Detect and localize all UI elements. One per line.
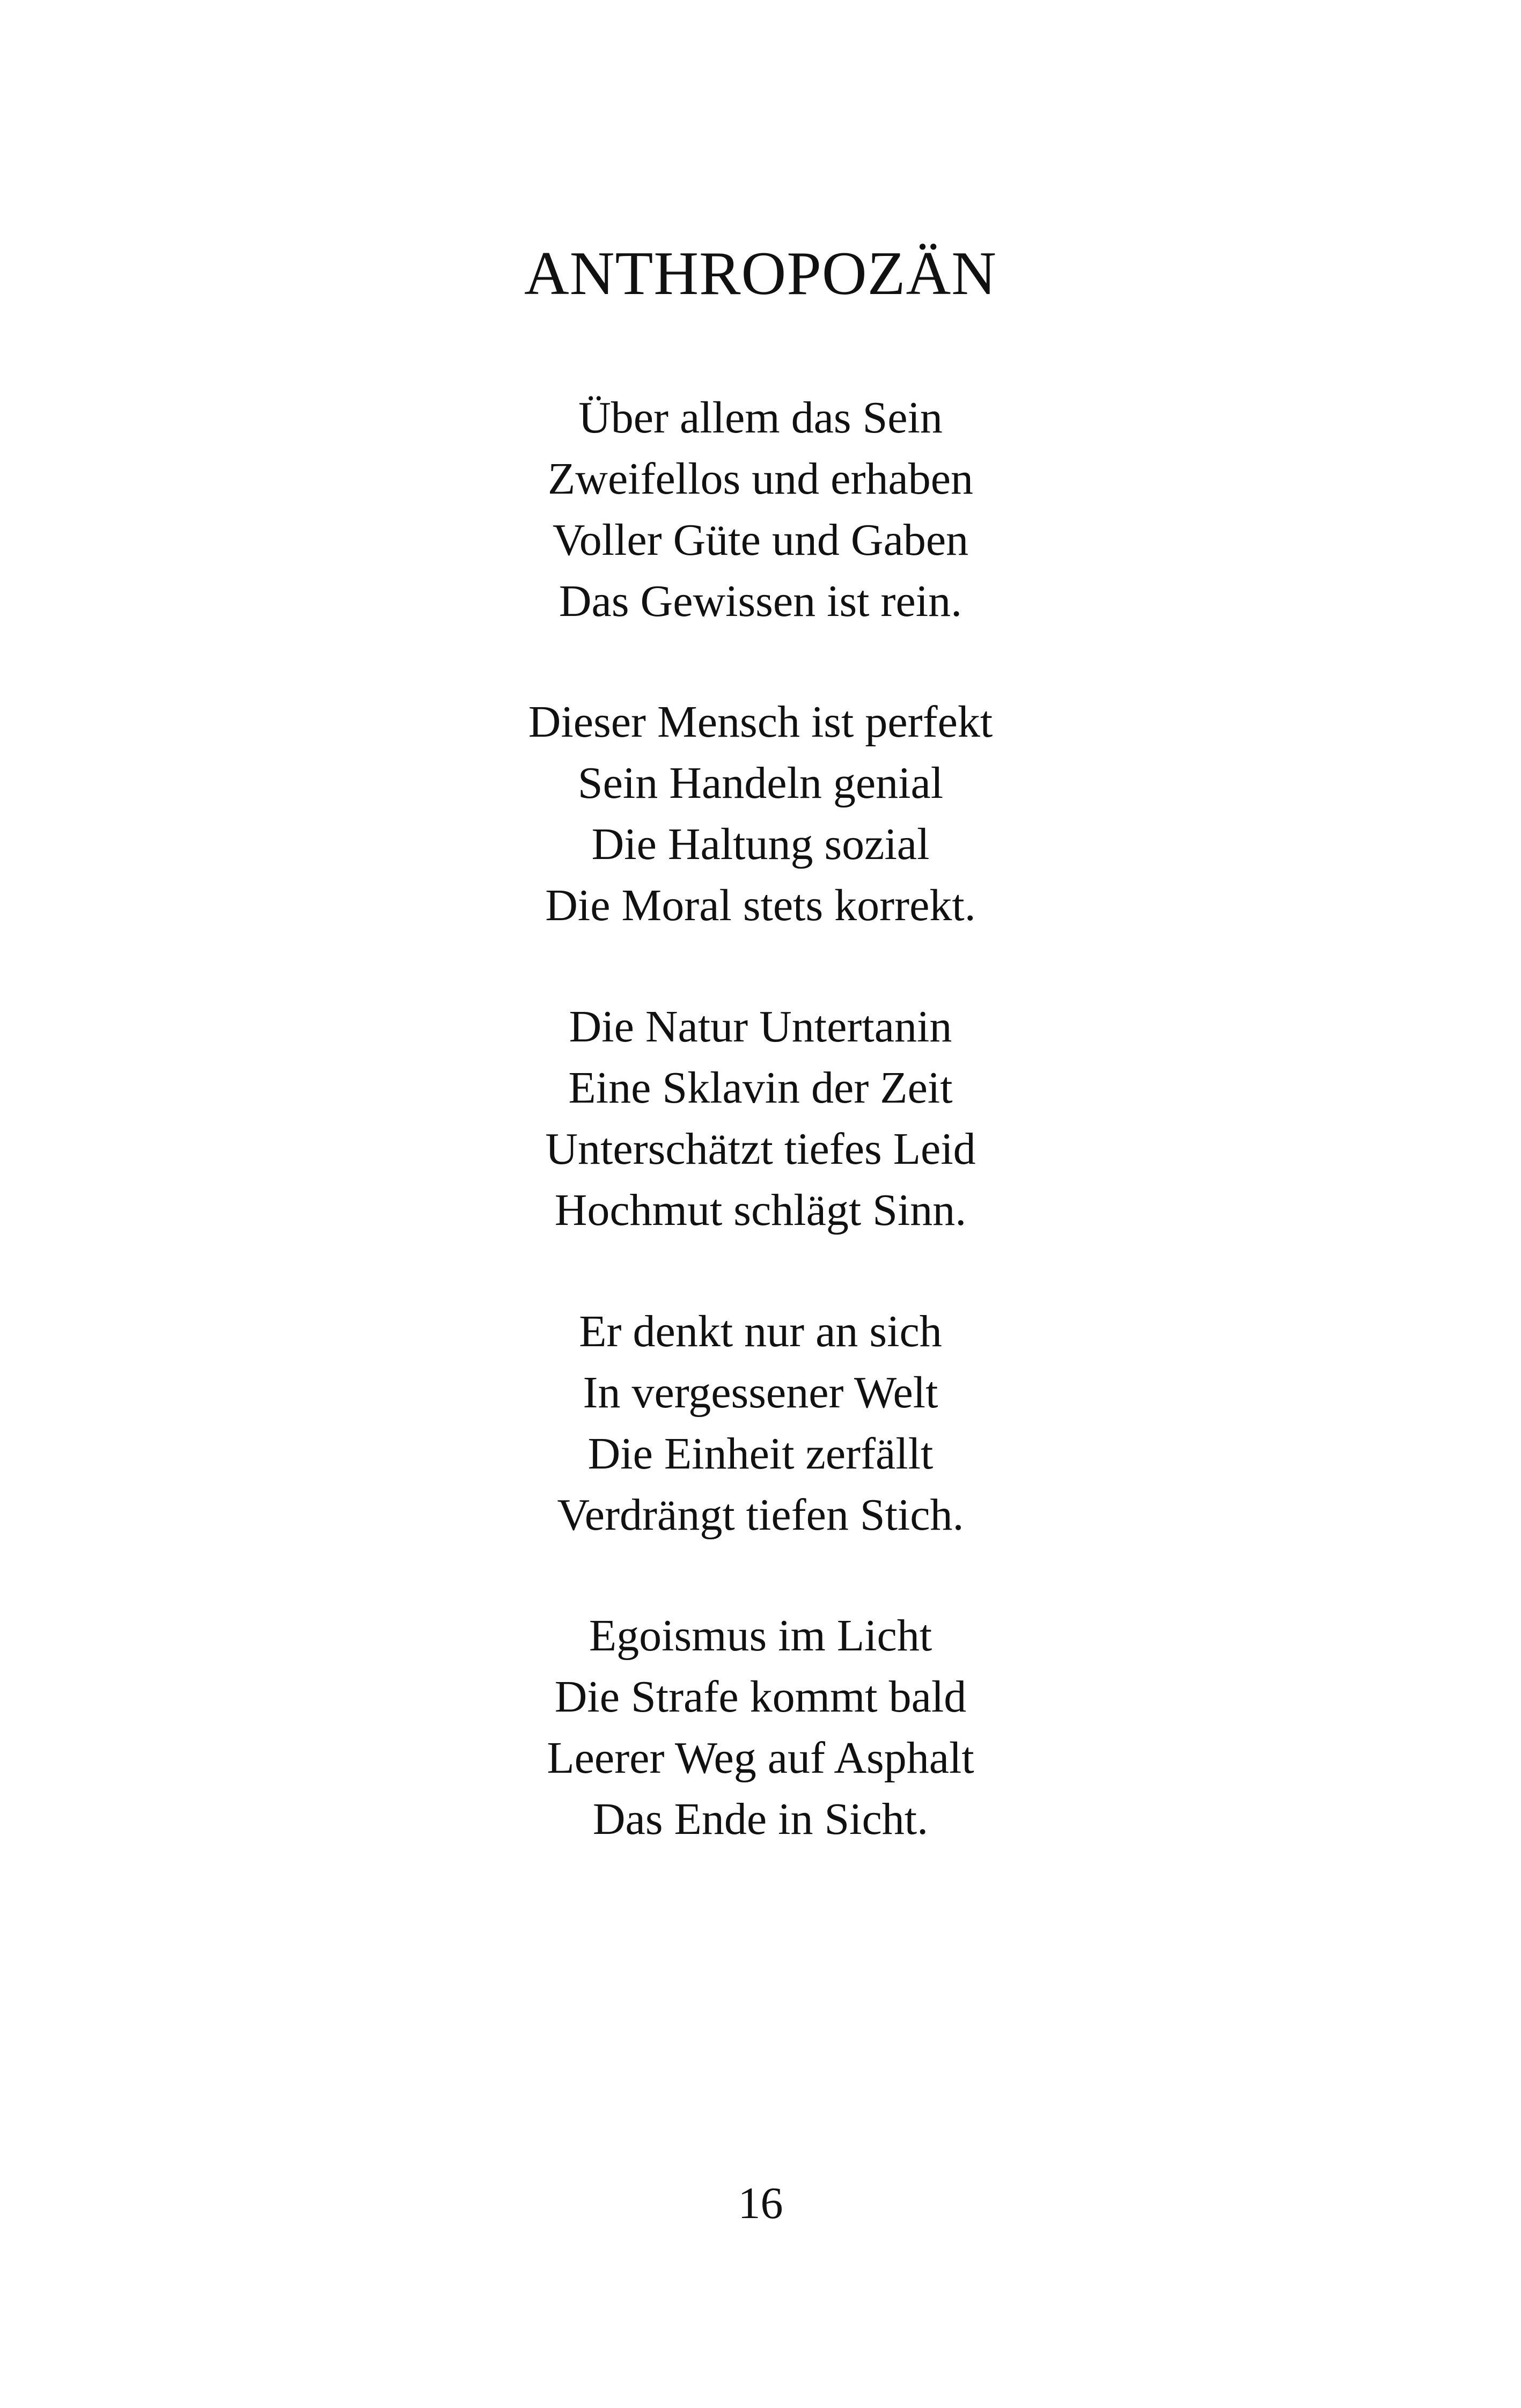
poem-line: Das Gewissen ist rein.	[559, 576, 962, 626]
poem-line: Unterschätzt tiefes Leid	[545, 1124, 976, 1174]
poem-line: Hochmut schlägt Sinn.	[554, 1185, 967, 1235]
poem-line: Die Haltung sozial	[591, 819, 930, 869]
stanza-1	[0, 387, 1521, 632]
stanza-3	[0, 996, 1521, 1241]
page-number: 16	[738, 2178, 783, 2228]
poem-line: Er denkt nur an sich	[579, 1306, 942, 1356]
stanza-5	[0, 1605, 1521, 1850]
stanza-4	[0, 1301, 1521, 1546]
poem-line: Die Moral stets korrekt.	[545, 880, 976, 930]
poem-line: Voller Güte und Gaben	[552, 515, 969, 565]
poem-line: Zweifellos und erhaben	[547, 454, 974, 504]
poem-line: Egoismus im Licht	[589, 1611, 932, 1661]
stanza-2	[0, 692, 1521, 936]
poem-title: ANTHROPOZÄN	[524, 239, 997, 308]
poem-line: Das Ende in Sicht.	[592, 1794, 929, 1844]
poem-line: In vergessener Welt	[583, 1368, 938, 1418]
poem-line: Eine Sklavin der Zeit	[568, 1063, 953, 1113]
poem-line: Dieser Mensch ist perfekt	[528, 697, 993, 747]
poem-line: Verdrängt tiefen Stich.	[557, 1490, 964, 1540]
poem-line: Die Strafe kommt bald	[554, 1672, 967, 1722]
poem-line: Leerer Weg auf Asphalt	[547, 1733, 974, 1783]
poem-line: Über allem das Sein	[578, 393, 943, 443]
poem-line: Die Natur Untertanin	[569, 1002, 952, 1052]
poem-line: Die Einheit zerfällt	[587, 1429, 934, 1479]
poem-line: Sein Handeln genial	[577, 758, 944, 808]
